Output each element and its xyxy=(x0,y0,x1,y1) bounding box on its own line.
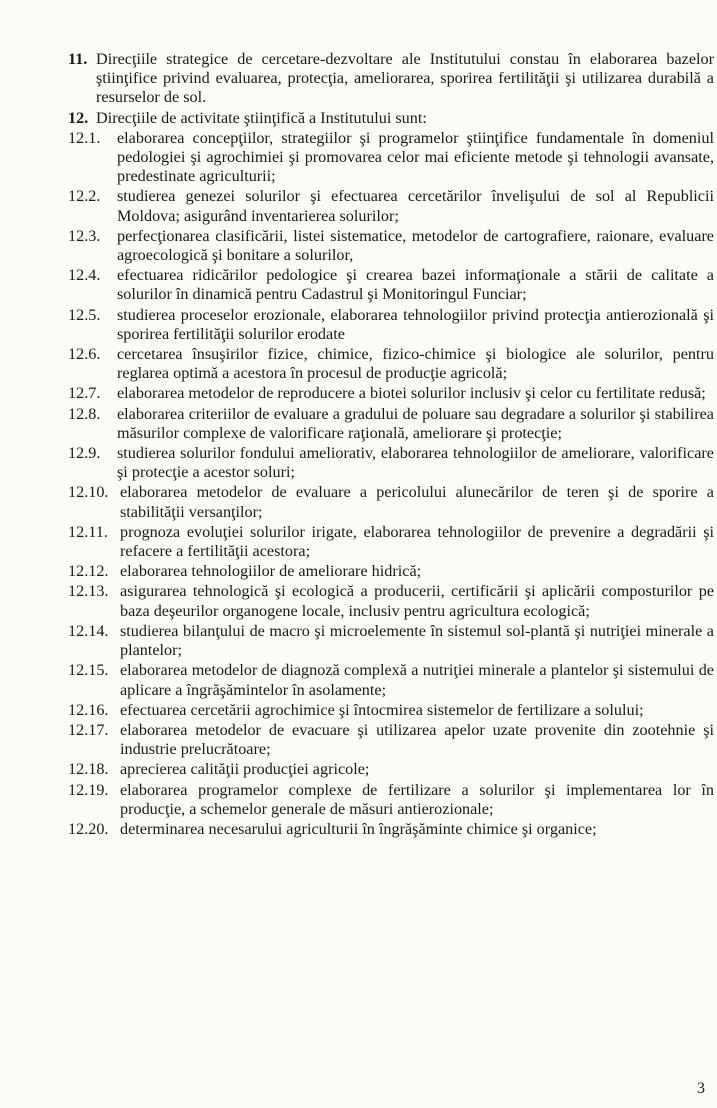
item-number: 12.13. xyxy=(68,582,109,601)
item-text: aprecierea calităţii producţiei agricole; xyxy=(120,760,370,779)
item-number: 12.2. xyxy=(68,187,101,206)
item-text: studierea bilanţului de macro şi microelemente în sistemul sol-plantă şi nutriţiei minerale a plantelor; xyxy=(120,621,714,660)
item-number: 12.16. xyxy=(68,700,109,719)
item-text: elaborarea metodelor de reproducere a biotei solurilor inclusiv şi celor cu fertilitate redusă; xyxy=(117,384,706,403)
list-item xyxy=(68,483,714,521)
item-text: asigurarea tehnologică şi ecologică a producerii, certificării şi aplicării composturilor pe baza deşeurilor organogene locale, inclusiv pentru agricultura ecologică; xyxy=(120,582,714,620)
item-text: elaborarea criteriilor de evaluare a gradului de poluare sau degradare a solurilor şi stabilirea măsurilor complexe de valorificare raţională, ameliorare şi protecţie; xyxy=(117,404,714,442)
item-number: 12.14. xyxy=(68,621,109,640)
paragraph-text: Direcţiile de activitate ştiinţifică a Institutului sunt: xyxy=(96,108,427,127)
list-item xyxy=(68,701,714,720)
item-text: perfecţionarea clasificării, listei sistematice, metodelor de cartografiere, raionare, evaluare agroecologică şi bonitare a solurilor, xyxy=(117,226,714,265)
item-text: efectuarea ridicărilor pedologice şi crearea bazei informaţionale a stării de calitate a solurilor în dinamică pentru Cadastrul şi Monitoringul Funciar; xyxy=(117,266,714,304)
item-text: elaborarea programelor complexe de fertilizare a solurilor şi implementarea lor în producţie, a schemelor generale de măsuri antierozionale; xyxy=(120,780,714,818)
item-text: elaborarea metodelor de evacuare şi utilizarea apelor uzate provenite din zootehnie şi industrie prelucrătoare; xyxy=(120,720,714,759)
list-item xyxy=(68,266,714,304)
list-item xyxy=(68,760,714,779)
item-number: 12.10. xyxy=(68,483,109,502)
list-item xyxy=(68,820,714,839)
item-text: studierea proceselor erozionale, elaborarea tehnologiilor privind protecţia antierozională şi sporirea fertilităţii solurilor erodate xyxy=(117,305,714,343)
item-number: 12.20. xyxy=(68,819,109,838)
item-number: 12.7. xyxy=(68,384,101,403)
list-item xyxy=(68,384,714,403)
list-item xyxy=(68,444,714,482)
item-number: 12.1. xyxy=(68,128,101,147)
paragraph-11 xyxy=(68,50,714,108)
list-item xyxy=(68,622,714,660)
list-item xyxy=(68,187,714,225)
list-item xyxy=(68,661,714,699)
list-item xyxy=(68,781,714,819)
item-number: 12.19. xyxy=(68,780,109,799)
paragraph-number: 12. xyxy=(68,108,89,127)
item-number: 12.6. xyxy=(68,345,101,364)
item-number: 12.4. xyxy=(68,266,101,285)
item-number: 12.8. xyxy=(68,404,101,423)
item-number: 12.3. xyxy=(68,226,101,245)
item-number: 12.17. xyxy=(68,720,109,739)
paragraph-12 xyxy=(68,109,714,128)
page-number: 3 xyxy=(697,1080,705,1097)
item-text: elaborarea concepţiilor, strategiilor şi programelor ştiinţifice fundamentale în domeniul pedologiei şi agrochimiei şi promovarea celor mai eficiente metode şi tehnologii avansate, predestinate agriculturii; xyxy=(117,128,714,186)
item-text: studierea solurilor fondului ameliorativ, elaborarea tehnologiilor de ameliorare, valorificare şi protecţie a acestor soluri; xyxy=(117,444,714,482)
paragraph-text: Direcţiile strategice de cercetare-dezvoltare ale Institutului constau în elaborarea bazelor ştiinţifice privind evaluarea, protecţia, ameliorarea, sporirea fertilităţii şi utilizarea durabilă a resurselor de sol. xyxy=(96,50,714,107)
list-item xyxy=(68,129,714,187)
list-item xyxy=(68,306,714,344)
item-number: 12.9. xyxy=(68,444,101,463)
item-number: 12.15. xyxy=(68,661,109,680)
item-number: 12.12. xyxy=(68,562,109,581)
item-number: 12.18. xyxy=(68,760,109,779)
document-body xyxy=(68,50,714,840)
item-text: elaborarea tehnologiilor de ameliorare hidrică; xyxy=(120,562,422,581)
list-item xyxy=(68,345,714,383)
list-item xyxy=(68,405,714,443)
item-text: efectuarea cercetării agrochimice şi întocmirea sistemelor de fertilizare a solului; xyxy=(120,700,644,719)
item-text: determinarea necesarului agriculturii în îngrăşăminte chimice şi organice; xyxy=(120,819,597,838)
list-item xyxy=(68,523,714,561)
item-number: 12.5. xyxy=(68,305,101,324)
paragraph-number: 11. xyxy=(68,50,88,68)
list-item xyxy=(68,227,714,265)
list-item xyxy=(68,562,714,581)
list-item xyxy=(68,721,714,759)
item-text: prognoza evoluţiei solurilor irigate, elaborarea tehnologiilor de prevenire a degradării şi refacere a fertilităţii acestora; xyxy=(120,522,714,561)
item-text: studierea genezei solurilor şi efectuarea cercetărilor învelişului de sol al Republicii Moldova; asigurând inventarierea solurilor; xyxy=(117,187,714,225)
item-number: 12.11. xyxy=(68,522,108,541)
list-item xyxy=(68,582,714,620)
item-text: cercetarea însuşirilor fizice, chimice, fizico-chimice şi biologice ale solurilor, pentru reglarea optimă a acestora în procesul de producţie agricolă; xyxy=(117,345,714,383)
item-text: elaborarea metodelor de diagnoză complexă a nutriţiei minerale a plantelor şi sistemului de aplicare a îngrăşămintelor în asolamente; xyxy=(120,661,714,699)
item-text: elaborarea metodelor de evaluare a pericolului alunecărilor de teren şi de sporire a stabilităţii versanţilor; xyxy=(120,483,714,521)
